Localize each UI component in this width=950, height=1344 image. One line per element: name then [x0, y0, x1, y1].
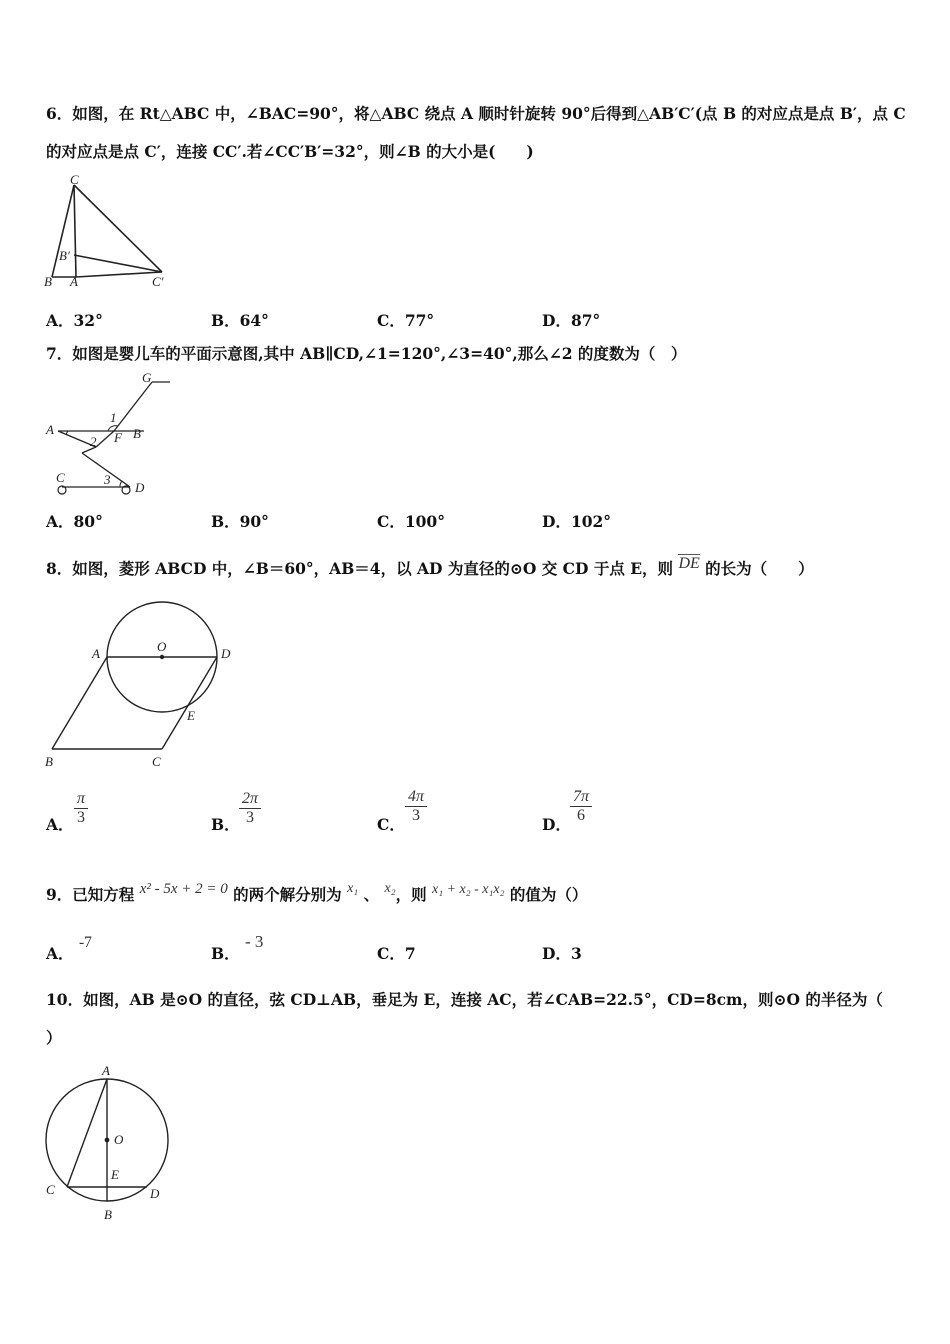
q8-stem	[46, 557, 814, 579]
q8-option-d-den: 6	[577, 807, 585, 824]
q6-label-bprime: B′	[59, 248, 70, 263]
q8-figure	[40, 596, 250, 776]
q8-stem-prefix: 8．如图，菱形	[46, 559, 156, 578]
q6-option-b[interactable]: B．64°	[211, 311, 269, 330]
q8-option-a-fraction[interactable]	[74, 790, 88, 827]
q10-label-e: E	[111, 1167, 119, 1182]
q6-label-b: B	[44, 274, 52, 289]
q10-label-b: B	[104, 1207, 112, 1222]
q8-option-a-den: 3	[77, 809, 85, 826]
q8-option-a-letter[interactable]: A．	[46, 815, 74, 834]
q7-stem: 7．如图是婴儿车的平面示意图,其中 AB∥CD,∠1=120°,∠3=40°,那么∠2 的度数为（ ）	[46, 344, 687, 363]
q7-option-d[interactable]: D．102°	[542, 512, 612, 531]
q9-stem-prefix: 9．已知方程	[46, 885, 135, 904]
q7-label-3: 3	[104, 472, 111, 487]
q9-option-b-value: - 3	[245, 932, 264, 951]
q7-label-b: B	[133, 426, 141, 441]
q7-label-2: 2	[90, 434, 97, 449]
q8-label-e: E	[187, 708, 195, 723]
q8-label-a: A	[92, 646, 100, 661]
q8-option-b-letter[interactable]: B．	[211, 815, 240, 834]
q10-stem-line2: ）	[46, 1028, 62, 1047]
q9-sep: 、	[363, 885, 380, 904]
q8-option-d-num: 7π	[570, 788, 592, 807]
q8-label-b: B	[45, 754, 53, 769]
q9-stem-mid: 的两个解分别为	[233, 885, 342, 904]
q9-stem	[46, 883, 587, 905]
q9-option-c-value: 7	[404, 944, 416, 963]
q9-expression: x₁ + x₂ - x₁x₂	[432, 882, 505, 897]
q7-option-a[interactable]: A．80°	[46, 512, 103, 531]
q8-option-b-den: 3	[246, 809, 254, 826]
q8-arc-de: DE	[678, 555, 700, 572]
q8-option-d-fraction[interactable]	[570, 788, 592, 825]
q10-stem-line1: 10．如图，AB 是⊙O 的直径，弦 CD⊥AB，垂足为 E，连接 AC，若∠CAB=22.5°，CD=8cm，则⊙O 的半径为（	[46, 990, 883, 1009]
q9-x2: x₂	[384, 881, 396, 896]
q8-stem-suffix: 的长为（ ）	[705, 559, 814, 578]
q8-label-d: D	[221, 646, 231, 661]
q6-label-c: C	[70, 172, 79, 187]
q8-option-c-num: 4π	[405, 788, 427, 807]
q9-option-b[interactable]	[211, 932, 264, 964]
q10-label-a: A	[102, 1063, 110, 1078]
q7-label-1: 1	[110, 410, 117, 425]
q9-option-d-value: 3	[570, 944, 582, 963]
q9-then: ，则	[395, 885, 427, 904]
q6-stem-line2: 的对应点是点 C′，连接 CC′.若∠CC′B′=32°，则∠B 的大小是( )	[46, 142, 534, 161]
q7-label-c: C	[56, 470, 65, 485]
q8-option-a-num: π	[74, 790, 88, 809]
q7-option-b[interactable]: B．90°	[211, 512, 269, 531]
q9-equation: x² - 5x + 2 = 0	[139, 881, 228, 897]
q8-label-c: C	[152, 754, 161, 769]
q8-option-c-letter[interactable]: C．	[377, 815, 405, 834]
q7-label-a: A	[46, 422, 54, 437]
q7-label-d: D	[135, 480, 145, 495]
q9-option-b-letter: B．	[211, 944, 240, 963]
q6-option-d[interactable]: D．87°	[542, 311, 601, 330]
q6-option-a[interactable]: A．32°	[46, 311, 103, 330]
q8-option-d-letter[interactable]: D．	[542, 815, 571, 834]
q10-figure	[40, 1062, 175, 1224]
q7-option-c[interactable]: C．100°	[377, 512, 445, 531]
q9-option-a[interactable]	[46, 934, 92, 964]
q10-label-o: O	[114, 1132, 124, 1147]
q10-label-d: D	[150, 1186, 160, 1201]
q7-figure	[42, 370, 182, 500]
q10-label-c: C	[46, 1182, 55, 1197]
q8-stem-mid: ABCD 中，∠B＝60°，AB＝4，以 AD 为直径的⊙O 交 CD 于点 E，则	[155, 559, 674, 578]
q9-option-a-value: -7	[78, 934, 92, 951]
q9-option-c[interactable]	[377, 942, 416, 964]
q9-option-a-letter: A．	[46, 944, 74, 963]
q8-option-c-den: 3	[412, 807, 420, 824]
q9-option-d[interactable]	[542, 942, 582, 964]
q8-label-o: O	[157, 639, 167, 654]
q6-label-a: A	[70, 274, 78, 289]
q6-label-cprime: C′	[152, 274, 164, 289]
q9-stem-suffix: 的值为（）	[509, 885, 588, 904]
q6-stem-line1: 6．如图，在 Rt△ABC 中，∠BAC=90°，将△ABC 绕点 A 顺时针旋转 90°后得到△AB′C′(点 B 的对应点是点 B′，点 C	[46, 104, 906, 123]
q6-figure	[40, 172, 180, 292]
q9-option-c-letter: C．	[377, 944, 405, 963]
q6-option-c[interactable]: C．77°	[377, 311, 435, 330]
q7-label-f: F	[114, 430, 122, 445]
q9-option-d-letter: D．	[542, 944, 571, 963]
q8-option-c-fraction[interactable]	[405, 788, 427, 825]
q9-x1: x₁	[347, 881, 359, 896]
q8-option-b-fraction[interactable]	[239, 790, 261, 827]
q8-option-b-num: 2π	[239, 790, 261, 809]
q7-label-g: G	[142, 370, 152, 385]
